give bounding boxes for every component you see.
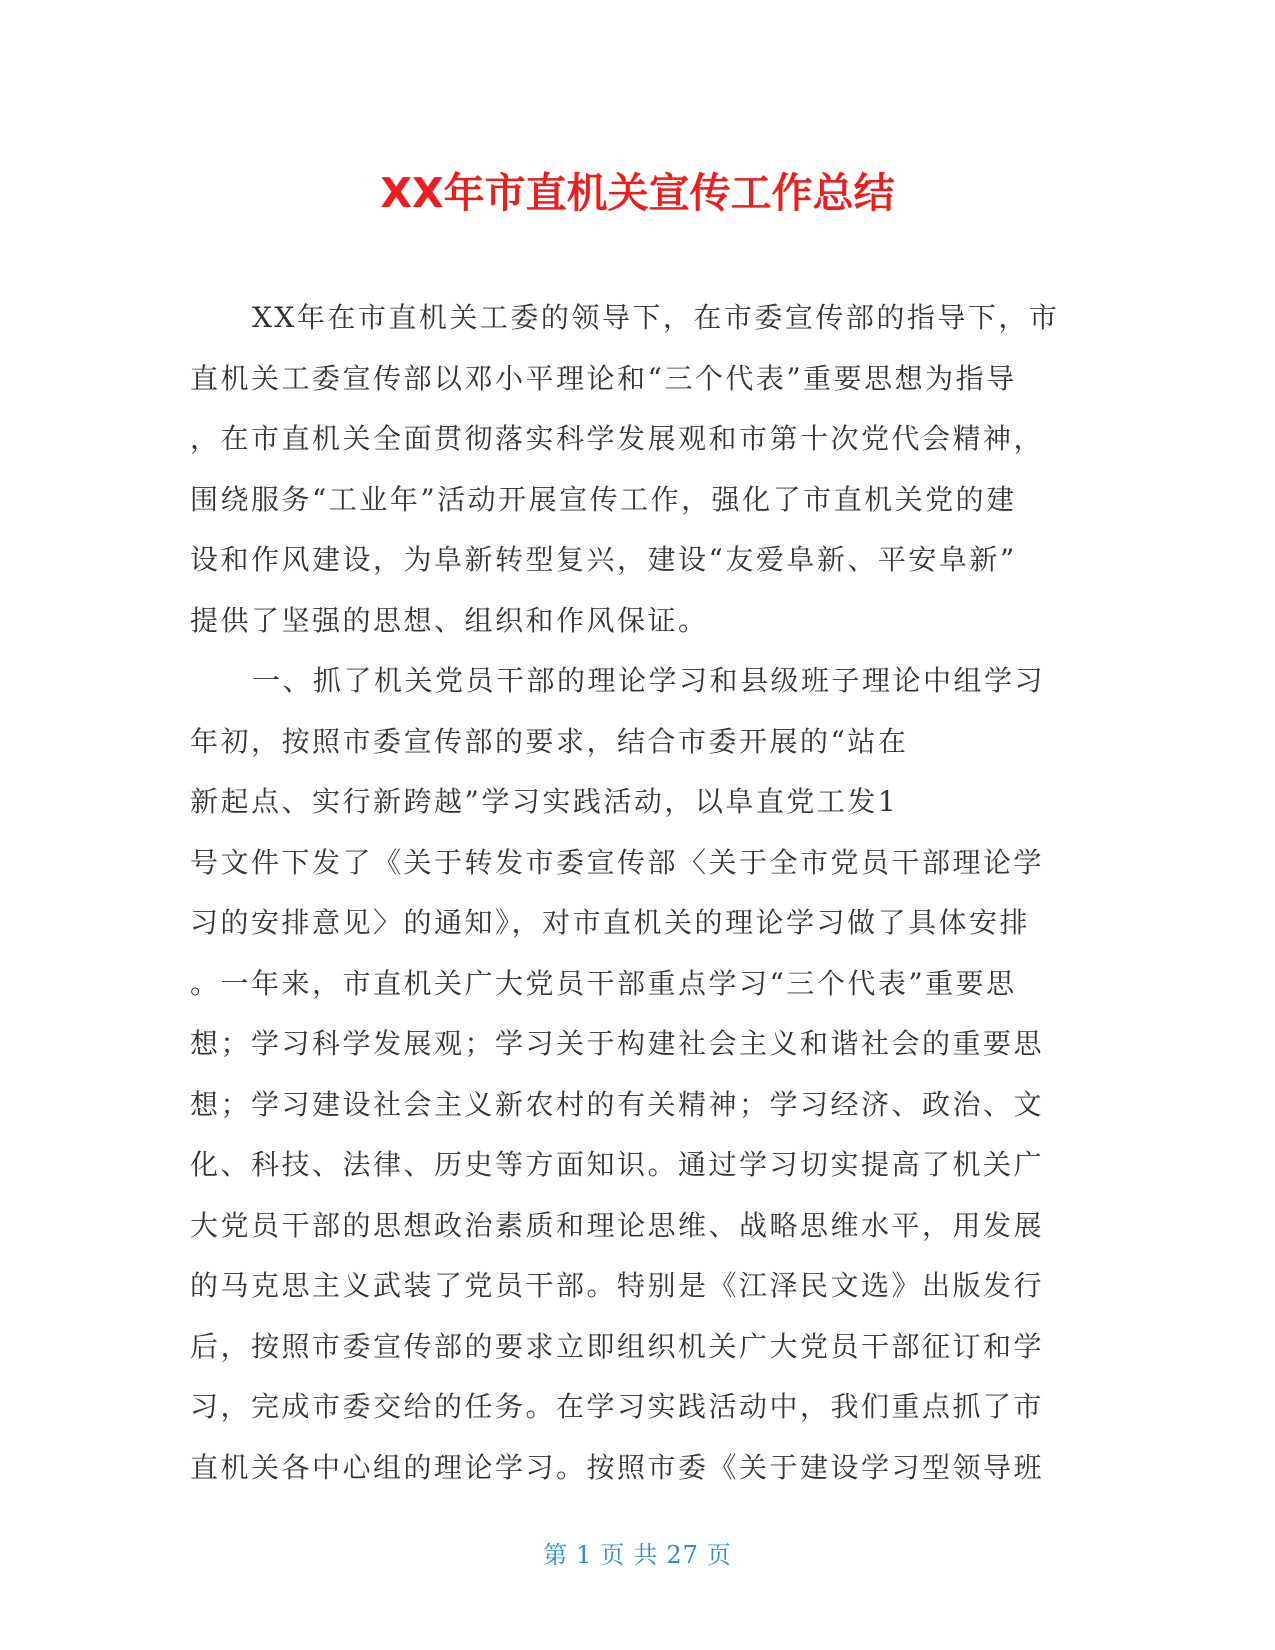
paragraph-line: 设和作风建设，为阜新转型复兴，建设“友爱阜新、平安阜新” bbox=[190, 543, 1017, 576]
document-title: XX年市直机关宣传工作总结 bbox=[380, 169, 895, 217]
paragraph-line: 化、科技、法律、历史等方面知识。通过学习切实提高了机关广 bbox=[190, 1148, 1045, 1181]
paragraph-line: 的马克思主义武装了党员干部。特别是《江泽民文选》出版发行 bbox=[190, 1269, 1045, 1302]
paragraph-line: 直机关工委宣传部以邓小平理论和“三个代表”重要思想为指导 bbox=[190, 361, 1017, 395]
document-body bbox=[190, 288, 1070, 1498]
total-label-prefix: 共 bbox=[633, 1541, 659, 1569]
paragraph-line: 想；学习科学发展观；学习关于构建社会主义和谐社会的重要思 bbox=[190, 1027, 1045, 1060]
page-label-mid: 页 bbox=[600, 1541, 626, 1569]
paragraph-line: 大党员干部的思想政治素质和理论思维、战略思维水平，用发展 bbox=[190, 1208, 1045, 1242]
paragraph-line: 围绕服务“工业年”活动开展宣传工作，强化了市直机关党的建 bbox=[190, 482, 1017, 516]
paragraph-line: 号文件下发了《关于转发市委宣传部〈关于全市党员干部理论学 bbox=[190, 845, 1045, 879]
paragraph-line: 后，按照市委宣传部的要求立即组织机关广大党员干部征订和学 bbox=[190, 1329, 1045, 1363]
paragraph-line: 习，完成市委交给的任务。在学习实践活动中，我们重点抓了市 bbox=[190, 1390, 1045, 1423]
paragraph-line: 想；学习建设社会主义新农村的有关精神；学习经济、政治、文 bbox=[190, 1087, 1045, 1121]
paragraph-line: 直机关各中心组的理论学习。按照市委《关于建设学习型领导班 bbox=[190, 1450, 1045, 1484]
total-pages-number: 27 bbox=[666, 1541, 699, 1569]
paragraph-line: 。一年来，市直机关广大党员干部重点学习“三个代表”重要思 bbox=[190, 966, 1017, 1000]
paragraph-line: 新起点、实行新跨越”学习实践活动，以阜直党工发1 bbox=[190, 785, 899, 818]
page-label-suffix: 页 bbox=[706, 1541, 732, 1569]
page-footer bbox=[0, 1535, 1275, 1570]
paragraph-line: 年初，按照市委宣传部的要求，结合市委开展的“站在 bbox=[190, 724, 909, 758]
current-page-number: 1 bbox=[576, 1541, 593, 1569]
paragraph-line: 习的安排意见〉的通知》，对市直机关的理论学习做了具体安排 bbox=[190, 906, 1031, 939]
page-label-prefix: 第 bbox=[543, 1541, 569, 1569]
paragraph-line: ，在市直机关全面贯彻落实科学发展观和市第十次党代会精神， bbox=[190, 422, 1045, 455]
section-heading-line: 一、抓了机关党员干部的理论学习和县级班子理论中组学习 bbox=[252, 664, 1046, 697]
paragraph-line: XX年在市直机关工委的领导下，在市委宣传部的指导下，市 bbox=[252, 301, 1060, 334]
paragraph-line: 提供了坚强的思想、组织和作风保证。 bbox=[190, 603, 709, 637]
